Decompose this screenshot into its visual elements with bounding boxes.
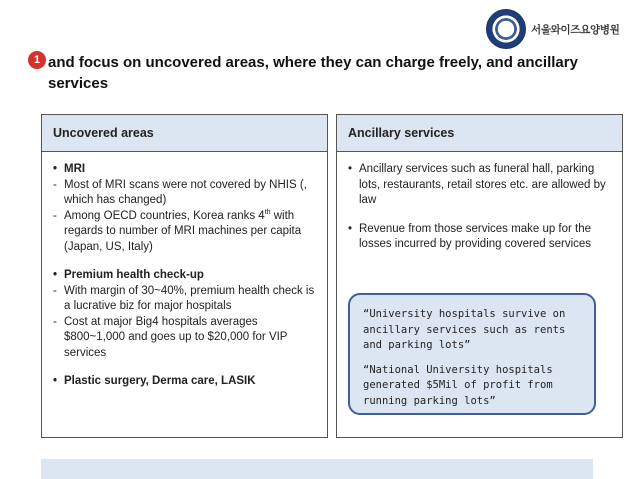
panel-title: Ancillary services [337, 115, 622, 152]
bullet-icon: • [53, 375, 58, 387]
list-item: - With margin of 30~40%, premium health check is a lucrative biz for major hospitals [53, 284, 315, 315]
list-item: • Revenue from those services make up for the losses incurred by providing covered services [348, 222, 610, 253]
section-heading: • Plastic surgery, Derma care, LASIK [53, 374, 315, 390]
quote-callout [348, 293, 596, 415]
bullet-icon: • [53, 163, 58, 175]
dash-icon: - [53, 209, 57, 222]
seal-icon [486, 9, 526, 49]
panel-body [42, 152, 327, 390]
bullet-icon: • [53, 269, 58, 281]
slide-headline: and focus on uncovered areas, where they can charge freely, and ancillary services [48, 54, 578, 92]
section-heading: • MRI [53, 162, 315, 178]
footer-bar [41, 459, 593, 479]
hospital-logo [486, 9, 620, 49]
list-item: • Ancillary services such as funeral hall, parking lots, restaurants, retail stores etc. are allowed by law [348, 162, 610, 209]
quote-text: “National University hospitals generated $5Mil of profit from running parking lots” [363, 363, 553, 407]
ancillary-services-panel [336, 114, 623, 438]
uncovered-areas-panel [41, 114, 328, 438]
number-badge: 1 [28, 51, 46, 69]
panel-title: Uncovered areas [42, 115, 327, 152]
dash-icon: - [53, 315, 57, 328]
dash-icon: - [53, 178, 57, 191]
list-item: - Most of MRI scans were not covered by NHIS (, which has changed) [53, 178, 315, 209]
list-item: - Cost at major Big4 hospitals averages $800~1,000 and goes up to $20,000 for VIP services [53, 315, 315, 362]
bullet-icon: • [348, 222, 353, 235]
list-item: - Among OECD countries, Korea ranks 4th with regards to number of MRI machines per capita (Japan, US, Italy) [53, 209, 315, 256]
bullet-icon: • [348, 163, 353, 175]
panel-body [337, 152, 622, 253]
section-heading: • Premium health check-up [53, 268, 315, 284]
logo-text: 서울와이즈요양병원 [531, 23, 620, 36]
dash-icon: - [53, 284, 57, 297]
quote-text: “University hospitals survive on ancillary services such as rents and parking lots” [363, 308, 566, 351]
